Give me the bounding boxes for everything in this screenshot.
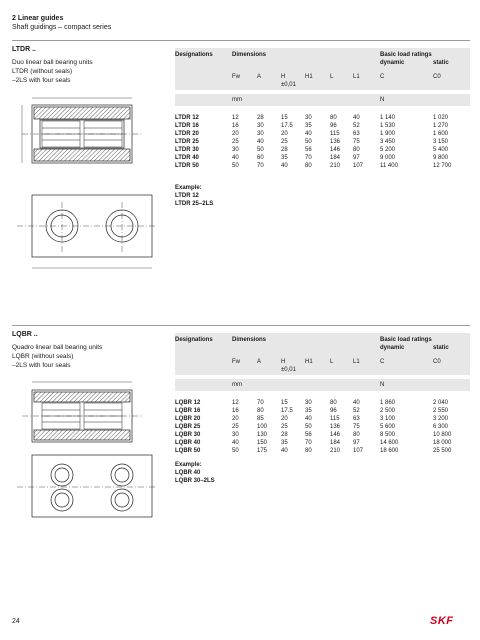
table-cell: 3 200 [433,416,449,422]
table-cell: 1 530 [380,123,396,129]
desc-line: –2LS with four seals [12,362,71,369]
table-cell: 146 [330,147,341,153]
table-cell: 28 [257,115,264,121]
table-cell: 2 040 [433,400,449,406]
table-cell: 30 [232,432,239,438]
table-cell: 3 450 [380,139,396,145]
table-cell: 40 [353,115,360,121]
table-cell: 96 [330,123,337,129]
table-cell: 35 [305,123,312,129]
table-cell: 50 [232,163,239,169]
designation-cell: LTDR 12 [175,115,199,121]
desc-line: Duo linear ball bearing units [12,59,93,66]
table-cell: 115 [330,416,340,422]
table-cell: 5 200 [380,147,396,153]
designation-cell: LQBR 16 [175,408,201,414]
lqbr-drawing [12,370,162,520]
sym-fw: Fw [232,359,240,365]
table-cell: 18 000 [433,440,452,446]
sym-h1: H1 [305,74,313,80]
col-load-ratings: Basic load ratings [380,337,432,343]
col-dimensions: Dimensions [232,52,267,58]
sym-a: A [257,359,262,365]
table-cell: 28 [281,432,288,438]
table-cell: 14 600 [380,440,399,446]
table-cell: 96 [330,408,337,414]
table-cell: 50 [305,424,312,430]
unit-mm: mm [232,382,242,388]
sym-l1: L1 [353,359,360,365]
table-cell: 20 [232,416,239,422]
table-cell: 100 [257,424,268,430]
example-label: Example: [175,185,202,191]
sym-a: A [257,74,262,80]
table-cell: 20 [281,416,288,422]
table-cell: 40 [281,163,288,169]
col-dimensions: Dimensions [232,337,267,343]
table-cell: 1 020 [433,115,449,121]
table-cell: 1 860 [380,400,396,406]
table-cell: 15 [281,115,288,121]
table-cell: 150 [257,440,268,446]
table-cell: 2 500 [380,408,396,414]
table-cell: 1 900 [380,131,396,137]
table-cell: 5 400 [433,147,449,153]
table-cell: 8 500 [380,432,396,438]
example-line: LQBR 40 [175,470,201,476]
ltdr-drawing [12,90,162,280]
table-cell: 17.5 [281,408,293,414]
table-cell: 52 [353,408,360,414]
table-cell: 56 [305,432,312,438]
table-cell: 97 [353,440,360,446]
sym-l1: L1 [353,74,360,80]
table-cell: 11 400 [380,163,398,169]
designation-cell: LTDR 20 [175,131,199,137]
table-cell: 3 150 [433,139,449,145]
unit-n: N [380,97,385,103]
table-cell: 2 550 [433,408,449,414]
table-cell: 18 600 [380,448,399,454]
table-cell: 10 800 [433,432,452,438]
table-cell: 80 [305,448,312,454]
table-cell: 30 [232,147,239,153]
table-cell: 85 [257,416,264,422]
table-cell: 210 [330,448,341,454]
table-cell: 70 [305,155,312,161]
ltdr-table [175,48,470,248]
divider [12,325,470,326]
tolerance: ±0,01 [281,82,296,88]
sym-c0: C0 [433,74,441,80]
designation-cell: LQBR 40 [175,440,201,446]
desc-line: LTDR (without seals) [12,68,73,75]
table-cell: 30 [257,131,264,137]
table-cell: 115 [330,131,340,137]
table-cell: 63 [353,416,360,422]
divider [12,40,470,41]
table-cell: 210 [330,163,341,169]
table-cell: 25 [232,139,239,145]
designation-cell: LQBR 30 [175,432,201,438]
table-cell: 1 600 [433,131,449,137]
table-cell: 136 [330,139,341,145]
table-cell: 97 [353,155,360,161]
col-load-ratings: Basic load ratings [380,52,432,58]
table-cell: 25 500 [433,448,452,454]
desc-line: LQBR (without seals) [12,353,74,360]
series-title: LQBR .. [12,331,38,338]
sym-c0: C0 [433,359,441,365]
table-cell: 1 140 [380,115,396,121]
sym-l: L [330,359,334,365]
table-cell: 40 [305,416,312,422]
table-cell: 16 [232,408,239,414]
sym-c: C [380,74,385,80]
table-cell: 60 [257,155,264,161]
table-cell: 15 [281,400,288,406]
table-cell: 35 [305,408,312,414]
skf-logo: SKF [430,615,454,627]
series-description [12,343,162,370]
desc-line: –2LS with four seals [12,77,71,84]
desc-line: Quadro linear ball bearing units [12,344,103,351]
col-designations: Designations [175,337,213,343]
col-static: static [433,60,449,66]
designation-cell: LQBR 20 [175,416,201,422]
table-cell: 40 [232,440,239,446]
table-cell: 25 [232,424,239,430]
col-designations: Designations [175,52,213,58]
table-cell: 107 [353,448,364,454]
lqbr-block [0,325,480,525]
unit-n: N [380,382,385,388]
table-cell: 63 [353,131,360,137]
table-cell: 12 [232,115,239,121]
table-cell: 40 [257,139,264,145]
table-cell: 20 [232,131,239,137]
designation-cell: LQBR 12 [175,400,201,406]
designation-cell: LQBR 25 [175,424,201,430]
table-cell: 20 [281,131,288,137]
sym-h: H [281,74,286,80]
table-cell: 30 [305,115,312,121]
designation-cell: LTDR 25 [175,139,199,145]
table-cell: 3 100 [380,416,396,422]
table-cell: 40 [281,448,288,454]
table-cell: 6 300 [433,424,449,430]
table-cell: 184 [330,440,341,446]
example-line: LTDR 12 [175,193,199,199]
table-cell: 80 [330,400,337,406]
table-cell: 35 [281,440,288,446]
table-cell: 50 [305,139,312,145]
unit-mm: mm [232,97,242,103]
example-line: LTDR 25–2LS [175,201,214,207]
table-cell: 70 [257,400,264,406]
table-cell: 17.5 [281,123,293,129]
table-cell: 52 [353,123,360,129]
designation-cell: LTDR 50 [175,163,199,169]
table-cell: 80 [305,163,312,169]
table-cell: 40 [353,400,360,406]
table-cell: 50 [232,448,239,454]
table-cell: 107 [353,163,364,169]
ltdr-block [0,40,480,300]
page-number: 24 [12,618,20,625]
table-cell: 28 [281,147,288,153]
col-static: static [433,345,449,351]
table-cell: 12 700 [433,163,452,169]
table-cell: 40 [305,131,312,137]
series-description [12,58,162,85]
table-cell: 70 [257,163,264,169]
table-cell: 70 [305,440,312,446]
table-cell: 40 [232,155,239,161]
designation-cell: LTDR 30 [175,147,199,153]
table-cell: 80 [330,115,337,121]
table-cell: 50 [257,147,264,153]
table-cell: 80 [353,432,360,438]
col-dynamic: dynamic [380,60,405,66]
designation-cell: LTDR 16 [175,123,199,129]
table-cell: 25 [281,424,288,430]
table-cell: 75 [353,424,360,430]
table-cell: 9 800 [433,155,449,161]
example-label: Example: [175,462,202,468]
table-cell: 75 [353,139,360,145]
example [175,461,215,485]
table-cell: 35 [281,155,288,161]
example [175,184,213,208]
sym-l: L [330,74,334,80]
section-title: 2 Linear guides [12,15,64,22]
table-cell: 5 600 [380,424,396,430]
table-cell: 175 [257,448,268,454]
table-cell: 30 [305,400,312,406]
designation-cell: LTDR 40 [175,155,199,161]
example-line: LQBR 30–2LS [175,478,215,484]
table-cell: 1 270 [433,123,449,129]
lqbr-table [175,333,470,533]
table-cell: 184 [330,155,341,161]
table-cell: 56 [305,147,312,153]
table-cell: 130 [257,432,268,438]
tolerance: ±0,01 [281,367,296,373]
table-cell: 9 000 [380,155,396,161]
table-cell: 16 [232,123,239,129]
table-cell: 80 [353,147,360,153]
table-cell: 80 [257,408,264,414]
series-title: LTDR .. [12,46,36,53]
table-cell: 146 [330,432,341,438]
sym-c: C [380,359,385,365]
designation-cell: LQBR 50 [175,448,201,454]
table-cell: 25 [281,139,288,145]
table-cell: 136 [330,424,341,430]
sym-h1: H1 [305,359,313,365]
section-subtitle: Shaft guidings – compact series [12,24,112,31]
sym-h: H [281,359,286,365]
sym-fw: Fw [232,74,240,80]
table-cell: 30 [257,123,264,129]
table-cell: 12 [232,400,239,406]
col-dynamic: dynamic [380,345,405,351]
